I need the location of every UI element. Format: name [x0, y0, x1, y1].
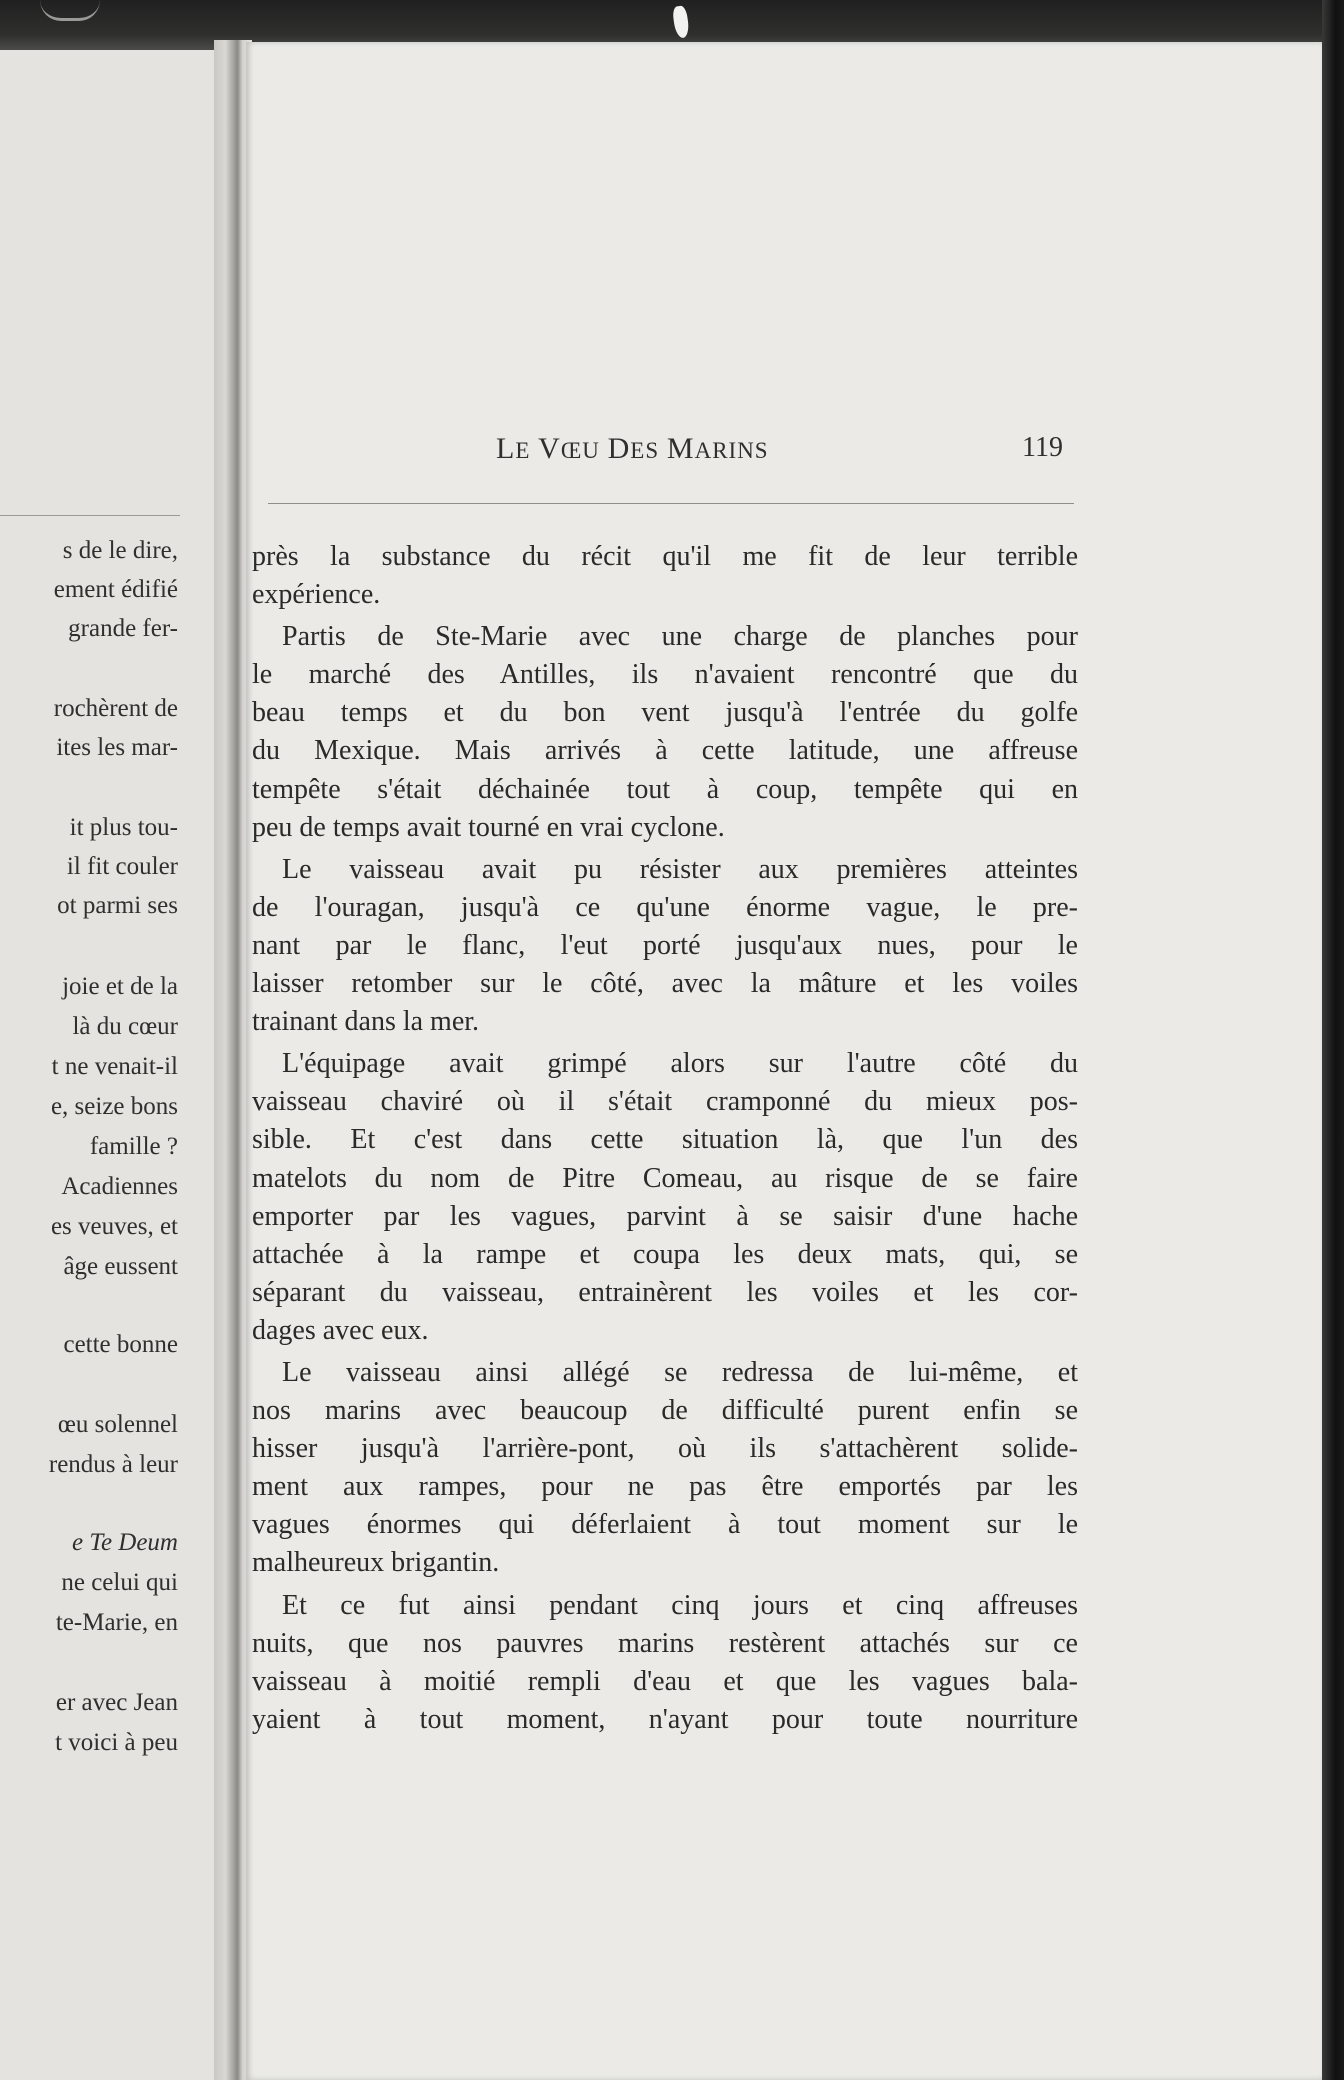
- text-line: Partis de Ste-Marie avec une charge de planches pour: [282, 621, 1078, 653]
- running-head-word: LE: [496, 432, 531, 465]
- text-line: Le vaisseau avait pu résister aux premières atteintes: [282, 853, 1078, 885]
- paragraph: [252, 1354, 1078, 1583]
- previous-page-line: rendus à leur: [48, 1451, 178, 1478]
- paragraph: [252, 538, 1078, 614]
- paragraph: [252, 618, 1078, 847]
- previous-page-line: e Te Deum: [71, 1529, 178, 1556]
- scan-artifact: [672, 5, 690, 39]
- previous-page-head-rule: [0, 515, 180, 516]
- text-line: ment aux rampes, pour ne pas être emportés par les: [252, 1471, 1078, 1503]
- text-line: Et ce fut ainsi pendant cinq jours et cinq affreuses: [282, 1589, 1078, 1621]
- previous-page-line: Acadiennes: [61, 1173, 178, 1200]
- text-line: sible. Et c'est dans cette situation là, que l'un des: [252, 1124, 1078, 1156]
- scan-right-border: [1322, 0, 1344, 2080]
- previous-page-line: ne celui qui: [61, 1569, 178, 1596]
- paragraph: [252, 1587, 1078, 1739]
- text-line: vaisseau à moitié rempli d'eau et que les vagues bala-: [252, 1665, 1078, 1697]
- text-line: le marché des Antilles, ils n'avaient rencontré que du: [252, 659, 1078, 691]
- previous-page-line: te-Marie, en: [55, 1609, 178, 1636]
- previous-page-line: ement édifié: [53, 576, 178, 603]
- previous-page-line: famille ?: [89, 1133, 178, 1160]
- scan-artifact: [40, 0, 100, 21]
- previous-page-line: joie et de la: [62, 973, 178, 1000]
- previous-page: [0, 50, 214, 2080]
- text-line: trainant dans la mer.: [252, 1006, 480, 1038]
- previous-page-line: œu solennel: [57, 1411, 178, 1438]
- text-line: laisser retomber sur le côté, avec la mâture et les voiles: [252, 968, 1078, 1000]
- text-line: près la substance du récit qu'il me fit de leur terrible: [252, 541, 1078, 572]
- previous-page-line: es veuves, et: [50, 1213, 178, 1240]
- text-line: attachée à la rampe et coupa les deux mats, qui, se: [252, 1238, 1078, 1270]
- previous-page-line: âge eussent: [63, 1253, 178, 1280]
- text-line: matelots du nom de Pitre Comeau, au risque de se faire: [252, 1162, 1078, 1194]
- text-line: tempête s'était déchainée tout à coup, tempête qui en: [252, 773, 1078, 805]
- previous-page-line: t voici à peu: [55, 1729, 178, 1756]
- running-head: [496, 432, 1076, 466]
- text-line: peu de temps avait tourné en vrai cyclone.: [252, 811, 725, 843]
- previous-page-line: it plus tou-: [69, 814, 178, 841]
- previous-page-line: t ne venait-il: [51, 1053, 178, 1080]
- previous-page-line: er avec Jean: [55, 1689, 178, 1716]
- text-line: beau temps et du bon vent jusqu'à l'entrée du golfe: [252, 697, 1078, 729]
- text-line: nuits, que nos pauvres marins restèrent attachés sur ce: [252, 1627, 1078, 1659]
- previous-page-line: grande fer-: [68, 615, 178, 642]
- text-line: emporter par les vagues, parvint à se saisir d'une hache: [252, 1200, 1078, 1232]
- text-line: vagues énormes qui déferlaient à tout moment sur le: [252, 1509, 1078, 1541]
- text-line: vaisseau chaviré où il s'était cramponné du mieux pos-: [252, 1086, 1078, 1118]
- previous-page-line: e, seize bons: [50, 1093, 178, 1120]
- running-head-word: DES: [607, 432, 660, 465]
- text-line: expérience.: [252, 579, 381, 611]
- previous-page-line: rochèrent de: [53, 695, 178, 722]
- previous-page-line: ites les mar-: [56, 734, 178, 761]
- page-number: 119: [1022, 432, 1063, 463]
- previous-page-line: là du cœur: [72, 1013, 178, 1040]
- paragraph: [252, 851, 1078, 1041]
- text-line: dages avec eux.: [252, 1314, 429, 1346]
- text-line: nos marins avec beaucoup de difficulté purent enfin se: [252, 1395, 1078, 1427]
- paragraph: [252, 1045, 1078, 1350]
- text-line: du Mexique. Mais arrivés à cette latitude, une affreuse: [252, 735, 1078, 767]
- previous-page-line: cette bonne: [63, 1331, 178, 1358]
- text-line: Le vaisseau ainsi allégé se redressa de lui-même, et: [282, 1356, 1078, 1388]
- previous-page-line: il fit couler: [66, 853, 178, 880]
- page-body-text: [252, 538, 1078, 1743]
- previous-page-line: ot parmi ses: [57, 892, 178, 919]
- previous-page-line: s de le dire,: [62, 537, 178, 564]
- text-line: séparant du vaisseau, entrainèrent les voiles et les cor-: [252, 1276, 1078, 1308]
- text-line: de l'ouragan, jusqu'à ce qu'une énorme vague, le pre-: [252, 891, 1078, 923]
- text-line: nant par le flanc, l'eut porté jusqu'aux nues, pour le: [252, 929, 1078, 961]
- running-head-word: MARINS: [666, 432, 769, 465]
- text-line: L'équipage avait grimpé alors sur l'autre côté du: [282, 1048, 1078, 1080]
- text-line: hisser jusqu'à l'arrière-pont, où ils s'attachèrent solide-: [252, 1433, 1078, 1465]
- text-line: yaient à tout moment, n'ayant pour toute nourriture: [252, 1703, 1078, 1735]
- running-head-rule: [268, 503, 1074, 504]
- text-line: malheureux brigantin.: [252, 1547, 500, 1579]
- running-head-word: VŒU: [538, 432, 600, 465]
